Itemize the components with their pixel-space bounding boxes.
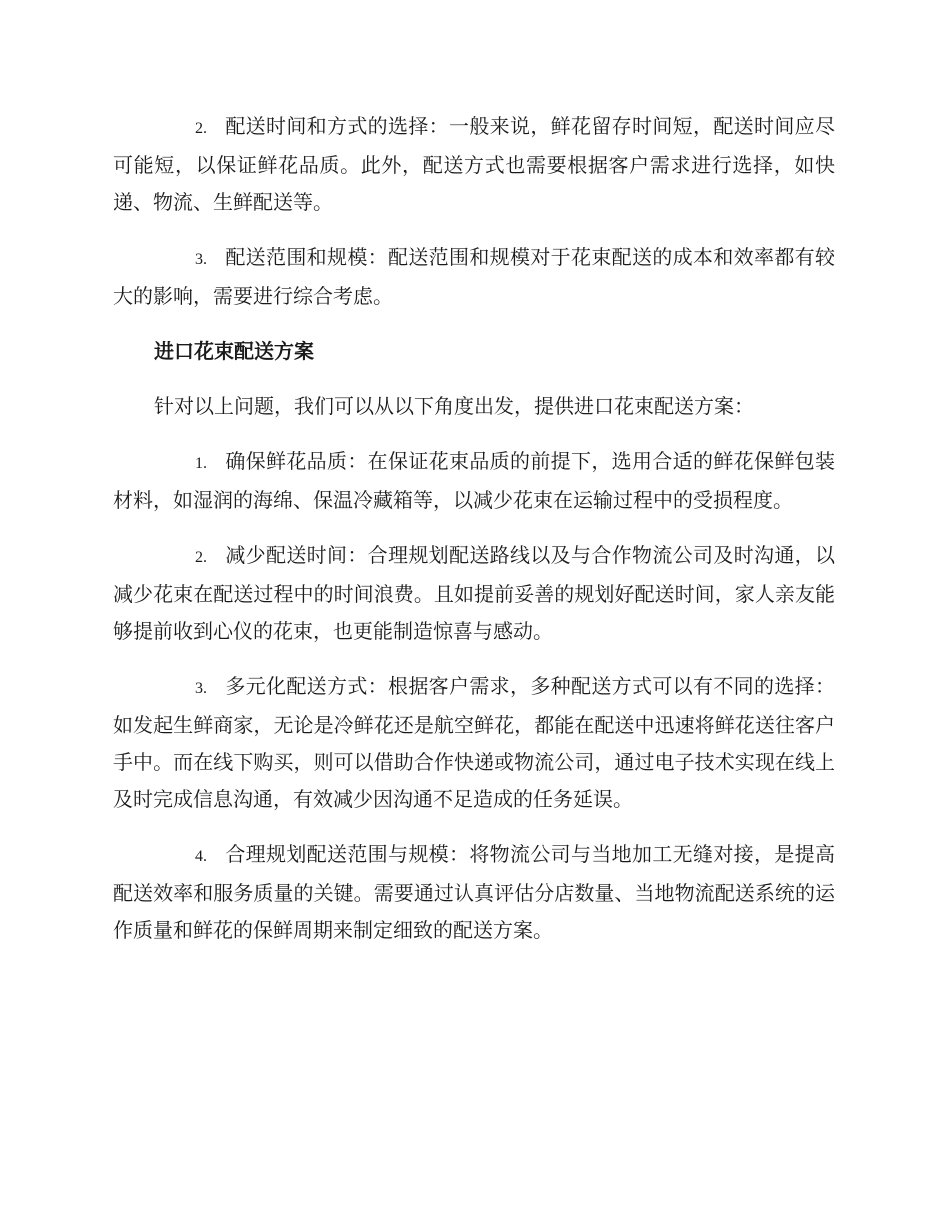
list-item xyxy=(113,836,835,949)
list-item-text: 确保鲜花品质：在保证花束品质的前提下，选用合适的鲜花保鲜包装材料，如湿润的海绵、保温冷藏箱等，以减少花束在运输过程中的受损程度。 xyxy=(113,449,835,512)
list-item-text: 配送范围和规模：配送范围和规模对于花束配送的成本和效率都有较大的影响，需要进行综合考虑。 xyxy=(113,245,835,308)
list-item-number: 3. xyxy=(195,251,207,268)
section-heading: 进口花束配送方案 xyxy=(154,339,314,363)
list-item-number: 1. xyxy=(195,455,207,472)
list-item xyxy=(113,443,835,519)
list-item xyxy=(113,239,835,315)
list-item-number: 2. xyxy=(195,120,207,137)
list-item-text: 配送时间和方式的选择：一般来说，鲜花留存时间短，配送时间应尽可能短，以保证鲜花品质。此外，配送方式也需要根据客户需求进行选择，如快递、物流、生鲜配送等。 xyxy=(113,114,835,214)
section-intro: 针对以上问题，我们可以从以下角度出发，提供进口花束配送方案： xyxy=(154,394,754,418)
list-item-number: 3. xyxy=(195,680,207,697)
list-item xyxy=(113,537,835,650)
list-item-text: 减少配送时间：合理规划配送路线以及与合作物流公司及时沟通，以减少花束在配送过程中的时间浪费。且如提前妥善的规划好配送时间，家人亲友能够提前收到心仪的花束，也更能制造惊喜与感动。 xyxy=(113,543,835,643)
list-item-text: 合理规划配送范围与规模：将物流公司与当地加工无缝对接，是提高配送效率和服务质量的关键。需要通过认真评估分店数量、当地物流配送系统的运作质量和鲜花的保鲜周期来制定细致的配送方案。 xyxy=(113,842,835,942)
list-item-text: 多元化配送方式：根据客户需求，多种配送方式可以有不同的选择：如发起生鲜商家，无论是冷鲜花还是航空鲜花，都能在配送中迅速将鲜花送往客户手中。而在线下购买，则可以借助合作快递或物流公司，通过电子技术实现在线上及时完成信息沟通，有效减少因沟通不足造成的任务延误。 xyxy=(113,674,835,811)
list-item xyxy=(113,108,835,221)
list-item-number: 2. xyxy=(195,549,207,566)
list-item-number: 4. xyxy=(195,848,207,865)
document-body xyxy=(113,108,835,967)
list-item xyxy=(113,668,835,818)
